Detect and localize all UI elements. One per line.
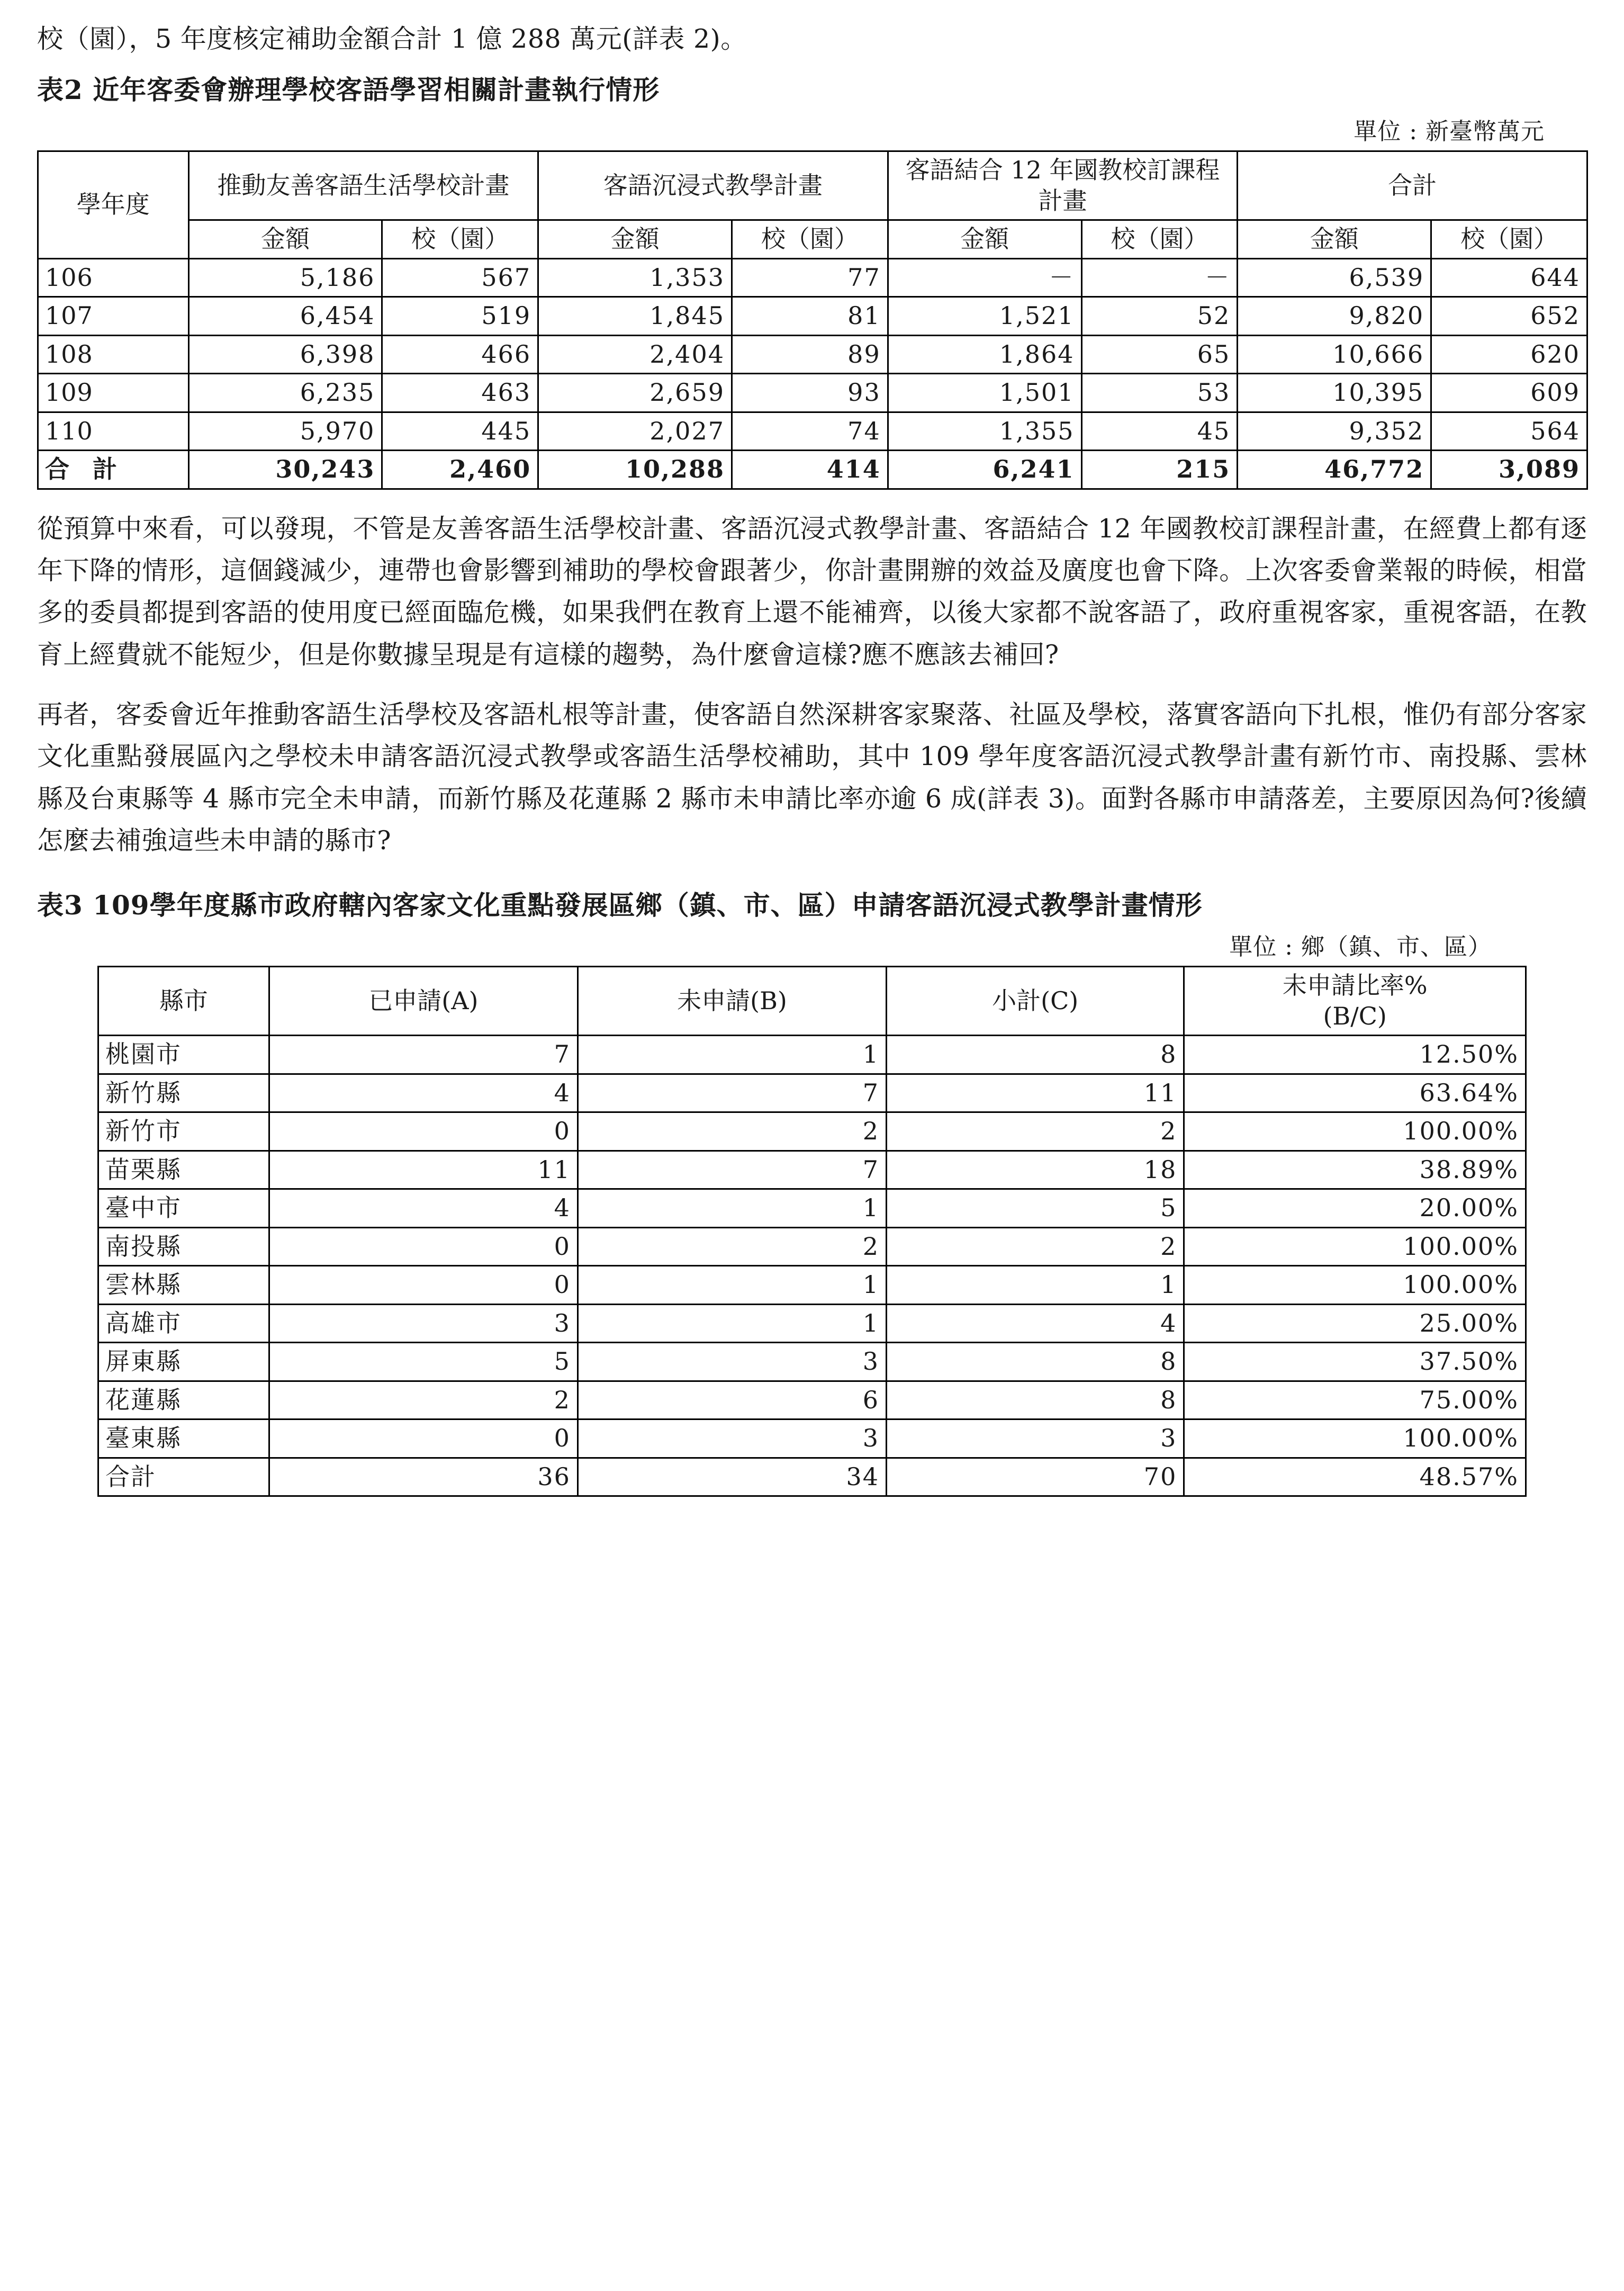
table-row (98, 1343, 1526, 1381)
table3-applied: 4 (269, 1189, 578, 1228)
table2-amount-3: 1,521 (888, 297, 1081, 336)
table2-group-total: 合計 (1238, 151, 1587, 220)
table2-amount-1: 5,970 (188, 412, 382, 451)
table2-amount-3: 1,501 (888, 374, 1081, 412)
table3-rate: 100.00% (1184, 1266, 1526, 1305)
table2-subhead-amount-4: 金額 (1238, 220, 1431, 259)
table3-col-rate-line2: (B/C) (1323, 1001, 1387, 1030)
table2-amount-1: 6,454 (188, 297, 382, 336)
table2-amount-2: 2,027 (538, 412, 732, 451)
table2 (37, 150, 1588, 490)
table3-not-applied: 1 (578, 1266, 886, 1305)
table3-county: 花蓮縣 (98, 1381, 269, 1419)
table-row (38, 374, 1587, 412)
table3-not-applied: 3 (578, 1419, 886, 1458)
table-row (98, 1419, 1526, 1458)
table2-school-3: 65 (1081, 335, 1238, 374)
table2-subhead-school-3: 校（園） (1081, 220, 1238, 259)
paragraph-2: 再者，客委會近年推動客語生活學校及客語札根等計畫，使客語自然深耕客家聚落、社區及學校，落實客語向下扎根，惟仍有部分客家文化重點發展區內之學校未申請客語沉浸式教學或客語生活學校補助，其中 109 學年度客語沉浸式教學計畫有新竹市、南投縣、雲林縣及台東縣等 4 縣市完全未申請，而新竹縣及花蓮縣 2 縣市未申請比率亦逾 6 成(詳表 3)。面對各縣市申請落差，主要原因為何?後續怎麼去補強這些未申請的縣市? (37, 699, 1587, 856)
table3-not-applied: 2 (578, 1227, 886, 1266)
table3-total-subtotal: 70 (887, 1458, 1184, 1496)
table2-subhead-school-1: 校（園） (382, 220, 538, 259)
table3-col-subtotal: 小計(C) (887, 967, 1184, 1036)
table2-amount-1: 6,235 (188, 374, 382, 412)
table-row (38, 297, 1587, 336)
table-row (98, 1189, 1526, 1228)
table3-subtotal: 3 (887, 1419, 1184, 1458)
table2-group-friendly: 推動友善客語生活學校計畫 (188, 151, 538, 220)
table3-not-applied: 7 (578, 1151, 886, 1189)
table3-county: 新竹縣 (98, 1074, 269, 1112)
table3-county: 臺東縣 (98, 1419, 269, 1458)
table3-rate: 20.00% (1184, 1189, 1526, 1228)
table-row (38, 258, 1587, 297)
table2-total-amount-total: 46,772 (1238, 451, 1431, 489)
table2-school-2: 81 (732, 297, 888, 336)
table-row (98, 1227, 1526, 1266)
table2-total-school-1: 2,460 (382, 451, 538, 489)
table3-not-applied: 1 (578, 1189, 886, 1228)
table3-applied: 2 (269, 1381, 578, 1419)
table3-col-county: 縣市 (98, 967, 269, 1036)
table2-year: 106 (38, 258, 189, 297)
table2-unit: 單位 : 新臺幣萬元 (1354, 118, 1545, 146)
table3-not-applied: 2 (578, 1112, 886, 1151)
table2-school-2: 77 (732, 258, 888, 297)
table2-school-1: 519 (382, 297, 538, 336)
table2-school-3: 52 (1081, 297, 1238, 336)
table2-school-1: 463 (382, 374, 538, 412)
table3-subtotal: 1 (887, 1266, 1184, 1305)
table2-school-total: 620 (1431, 335, 1587, 374)
table3-applied: 5 (269, 1343, 578, 1381)
table3-total-applied: 36 (269, 1458, 578, 1496)
table-row (98, 1036, 1526, 1074)
table2-subhead-school-4: 校（園） (1431, 220, 1587, 259)
table3-county: 南投縣 (98, 1227, 269, 1266)
table3-col-rate-line1: 未申請比率% (1282, 971, 1428, 1000)
table3-rate: 75.00% (1184, 1381, 1526, 1419)
table2-year: 108 (38, 335, 189, 374)
table3-rate: 63.64% (1184, 1074, 1526, 1112)
table2-title: 表2 近年客委會辦理學校客語學習相關計畫執行情形 (37, 74, 660, 105)
table3-subtotal: 8 (887, 1381, 1184, 1419)
table2-amount-3: － (888, 258, 1081, 297)
table3-not-applied: 3 (578, 1343, 886, 1381)
table3-rate: 100.00% (1184, 1227, 1526, 1266)
table2-amount-total: 10,395 (1238, 374, 1431, 412)
table2-amount-3: 1,355 (888, 412, 1081, 451)
table2-amount-total: 9,352 (1238, 412, 1431, 451)
table3-county: 屏東縣 (98, 1343, 269, 1381)
table3-applied: 0 (269, 1227, 578, 1266)
table2-amount-total: 6,539 (1238, 258, 1431, 297)
table2-amount-2: 2,404 (538, 335, 732, 374)
table2-school-2: 93 (732, 374, 888, 412)
table3-subtotal: 2 (887, 1112, 1184, 1151)
table3-total-rate: 48.57% (1184, 1458, 1526, 1496)
table3-not-applied: 1 (578, 1304, 886, 1343)
table3-rate: 38.89% (1184, 1151, 1526, 1189)
table2-subhead-school-2: 校（園） (732, 220, 888, 259)
table-row (98, 1112, 1526, 1151)
table3-col-applied: 已申請(A) (269, 967, 578, 1036)
table3-unit: 單位 : 鄉（鎮、市、區） (1229, 933, 1492, 961)
table-row (98, 1304, 1526, 1343)
intro-line: 校（園），5 年度核定補助金額合計 1 億 288 萬元(詳表 2)。 (37, 24, 747, 54)
table2-amount-3: 1,864 (888, 335, 1081, 374)
table3-applied: 0 (269, 1112, 578, 1151)
table3-not-applied: 6 (578, 1381, 886, 1419)
table2-school-total: 564 (1431, 412, 1587, 451)
table3-title: 表3 109學年度縣市政府轄內客家文化重點發展區鄉（鎮、市、區）申請客語沉浸式教學計畫情形 (37, 889, 1203, 921)
table3-total-label: 合計 (98, 1458, 269, 1496)
table2-total-label: 合 計 (38, 451, 189, 489)
table3-rate: 100.00% (1184, 1112, 1526, 1151)
table2-total-school-2: 414 (732, 451, 888, 489)
table3-county: 苗栗縣 (98, 1151, 269, 1189)
table2-group-immersion: 客語沉浸式教學計畫 (538, 151, 888, 220)
table2-total-amount-1: 30,243 (188, 451, 382, 489)
table3-county: 桃園市 (98, 1036, 269, 1074)
table3-county: 臺中市 (98, 1189, 269, 1228)
table3-subtotal: 8 (887, 1343, 1184, 1381)
table2-year: 110 (38, 412, 189, 451)
table3-subtotal: 18 (887, 1151, 1184, 1189)
table2-school-total: 609 (1431, 374, 1587, 412)
table3-rate: 100.00% (1184, 1419, 1526, 1458)
table3-col-rate (1184, 967, 1526, 1036)
table2-year: 109 (38, 374, 189, 412)
table2-amount-total: 10,666 (1238, 335, 1431, 374)
table2-school-1: 445 (382, 412, 538, 451)
table-row (38, 335, 1587, 374)
table3 (97, 966, 1527, 1497)
table3-rate: 25.00% (1184, 1304, 1526, 1343)
table3-col-not-applied: 未申請(B) (578, 967, 886, 1036)
table3-applied: 0 (269, 1419, 578, 1458)
table2-school-3: 45 (1081, 412, 1238, 451)
table3-county: 雲林縣 (98, 1266, 269, 1305)
table2-amount-2: 2,659 (538, 374, 732, 412)
table-row (98, 1381, 1526, 1419)
table-row (98, 1151, 1526, 1189)
table3-applied: 4 (269, 1074, 578, 1112)
table3-county: 新竹市 (98, 1112, 269, 1151)
table3-total-not-applied: 34 (578, 1458, 886, 1496)
table2-year: 107 (38, 297, 189, 336)
table2-col-year: 學年度 (38, 151, 189, 259)
table3-applied: 7 (269, 1036, 578, 1074)
table2-header-row-1 (38, 151, 1587, 220)
table2-subhead-amount-3: 金額 (888, 220, 1081, 259)
table3-subtotal: 11 (887, 1074, 1184, 1112)
table-row (38, 412, 1587, 451)
table2-school-total: 652 (1431, 297, 1587, 336)
table2-subhead-amount-1: 金額 (188, 220, 382, 259)
table2-subhead-amount-2: 金額 (538, 220, 732, 259)
table2-school-1: 466 (382, 335, 538, 374)
table3-county: 高雄市 (98, 1304, 269, 1343)
table2-school-3: － (1081, 258, 1238, 297)
table2-school-3: 53 (1081, 374, 1238, 412)
table-row (98, 1074, 1526, 1112)
table2-school-total: 644 (1431, 258, 1587, 297)
table3-header-row (98, 967, 1526, 1036)
table3-not-applied: 7 (578, 1074, 886, 1112)
table2-amount-1: 5,186 (188, 258, 382, 297)
table2-amount-2: 1,845 (538, 297, 732, 336)
paragraph-1: 從預算中來看，可以發現，不管是友善客語生活學校計畫、客語沉浸式教學計畫、客語結合 12 年國教校訂課程計畫，在經費上都有逐年下降的情形，這個錢減少，連帶也會影響到補助的學校會跟著少，你計畫開辦的效益及廣度也會下降。上次客委會業報的時候，相當多的委員都提到客語的使用度已經面臨危機，如果我們在教育上還不能補齊，以後大家都不說客語了，政府重視客家，重視客語，在教育上經費就不能短少，但是你數據呈現是有這樣的趨勢，為什麼會這樣?應不應該去補回? (37, 513, 1587, 670)
table2-amount-total: 9,820 (1238, 297, 1431, 336)
table3-total-row (98, 1458, 1526, 1496)
table3-rate: 37.50% (1184, 1343, 1526, 1381)
table2-header-row-2 (38, 220, 1587, 259)
table3-subtotal: 5 (887, 1189, 1184, 1228)
table2-total-school-total: 3,089 (1431, 451, 1587, 489)
table2-total-school-3: 215 (1081, 451, 1238, 489)
table2-amount-2: 1,353 (538, 258, 732, 297)
table2-total-amount-3: 6,241 (888, 451, 1081, 489)
table2-group-12year: 客語結合 12 年國教校訂課程計畫 (888, 151, 1238, 220)
table2-school-2: 89 (732, 335, 888, 374)
table3-applied: 3 (269, 1304, 578, 1343)
table3-applied: 11 (269, 1151, 578, 1189)
table2-total-row (38, 451, 1587, 489)
table3-rate: 12.50% (1184, 1036, 1526, 1074)
table3-subtotal: 2 (887, 1227, 1184, 1266)
table-row (98, 1266, 1526, 1305)
table2-total-amount-2: 10,288 (538, 451, 732, 489)
table2-school-1: 567 (382, 258, 538, 297)
table3-applied: 0 (269, 1266, 578, 1305)
table3-subtotal: 4 (887, 1304, 1184, 1343)
table2-school-2: 74 (732, 412, 888, 451)
table2-amount-1: 6,398 (188, 335, 382, 374)
table3-subtotal: 8 (887, 1036, 1184, 1074)
table3-not-applied: 1 (578, 1036, 886, 1074)
